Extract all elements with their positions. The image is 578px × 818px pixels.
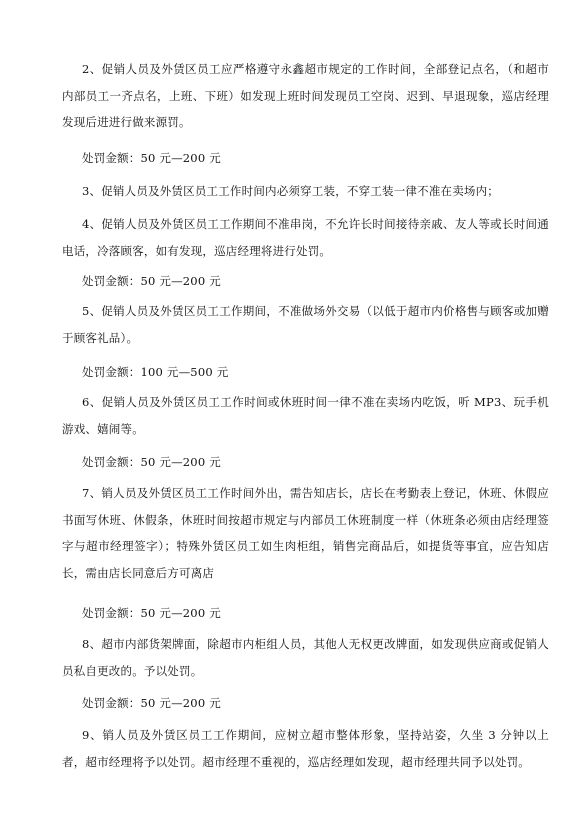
rule-8-paragraph: 8、超市内部货架牌面，除超市内柜组人员，其他人无权更改牌面，如发现供应商或促销人员私自更改的。予以处罚。 (62, 637, 549, 678)
rule-6-paragraph: 6、促销人员及外赁区员工工作时间或休班时间一律不准在卖场内吃饭，听 MP3、玩手机游戏、嬉闹等。 (62, 395, 549, 436)
penalty-amount: 处罚金额：50 元—200 元 (82, 274, 221, 288)
rule-3-paragraph: 3、促销人员及外赁区员工工作时间内必须穿工装，不穿工装一律不准在卖场内； (82, 184, 500, 198)
rule-4-paragraph: 4、促销人员及外赁区员工工作期间不准串岗，不允许长时间接待亲戚、友人等或长时间通电话，冷落顾客，如有发现，巡店经理将进行处罚。 (62, 217, 549, 258)
rule-5-paragraph: 5、促销人员及外赁区员工工作期间，不准做场外交易（以低于超市内价格售与顾客或加赠于顾客礼品）。 (62, 304, 549, 345)
penalty-amount: 处罚金额：50 元—200 元 (82, 606, 221, 620)
rule-9-paragraph: 9、销人员及外赁区员工工作期间，应树立超市整体形象，坚持站姿，久坐 3 分钟以上者，超市经理将予以处罚。超市经理不重视的，巡店经理如发现，超市经理共同予以处罚。 (62, 728, 549, 769)
penalty-amount: 处罚金额：50 元—200 元 (82, 455, 221, 469)
rule-7-paragraph: 7、销人员及外赁区员工工作时间外出，需告知店长，店长在考勤表上登记，休班、休假应书面写休班、休假条，休班时间按超市规定与内部员工休班制度一样（休班条必须由店经理签字与超市经理签字）；特殊外赁区员工如生肉柜组，销售完商品后，如提货等事宜，应告知店长，需由店长同意后方可离店 (62, 486, 549, 580)
rule-2-paragraph: 2、促销人员及外赁区员工应严格遵守永鑫超市规定的工作时间，全部登记点名，（和超市内部员工一齐点名，上班、下班）如发现上班时间发现员工空岗、迟到、早退现象，巡店经理发现后进进行做来源罚。 (62, 62, 549, 129)
penalty-amount: 处罚金额：50 元—200 元 (82, 696, 221, 710)
penalty-amount: 处罚金额：100 元—500 元 (82, 365, 229, 379)
penalty-amount: 处罚金额：50 元—200 元 (82, 151, 221, 165)
